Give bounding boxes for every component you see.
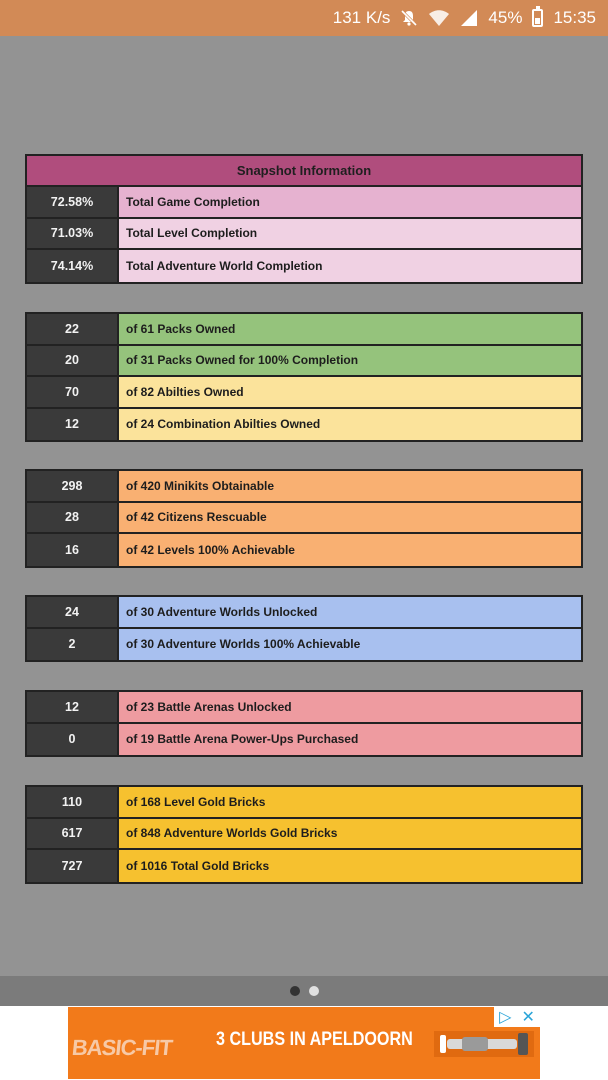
page-dot[interactable]: [309, 986, 319, 996]
ad-banner[interactable]: [68, 1007, 540, 1079]
row-value: 70: [27, 377, 119, 407]
row-value: 12: [27, 692, 119, 722]
row-label: Total Adventure World Completion: [119, 250, 581, 282]
network-speed: 131 K/s: [332, 8, 391, 27]
table-row: [27, 471, 581, 503]
row-label: of 61 Packs Owned: [119, 314, 581, 344]
table-row: [27, 724, 581, 756]
bell-off-icon: [400, 9, 418, 27]
table-row: [27, 187, 581, 219]
row-label: of 82 Abilties Owned: [119, 377, 581, 407]
row-label: of 1016 Total Gold Bricks: [119, 850, 581, 882]
row-value: 12: [27, 409, 119, 441]
table-row: [27, 629, 581, 661]
table-row: [27, 314, 581, 346]
row-label: of 848 Adventure Worlds Gold Bricks: [119, 819, 581, 849]
table-row: [27, 503, 581, 535]
adchoices-icon[interactable]: ▷: [499, 1009, 512, 1026]
row-value: 298: [27, 471, 119, 501]
signal-icon: [460, 9, 478, 27]
snapshot-header: Snapshot Information: [27, 156, 581, 187]
battery-level: 45%: [488, 8, 523, 27]
snapshot-table: [25, 154, 583, 284]
row-label: Total Level Completion: [119, 219, 581, 249]
page-indicator: [0, 976, 608, 1006]
row-value: 0: [27, 724, 119, 756]
row-label: of 420 Minikits Obtainable: [119, 471, 581, 501]
row-value: 28: [27, 503, 119, 533]
row-value: 24: [27, 597, 119, 627]
page-dot-active[interactable]: [290, 986, 300, 996]
row-label: of 31 Packs Owned for 100% Completion: [119, 346, 581, 376]
ad-area: [0, 1006, 608, 1080]
packs-abilities-table: [25, 312, 583, 442]
row-value: 16: [27, 534, 119, 566]
row-label: of 30 Adventure Worlds Unlocked: [119, 597, 581, 627]
gold-bricks-table: [25, 785, 583, 884]
row-label: of 24 Combination Abilties Owned: [119, 409, 581, 441]
table-row: [27, 787, 581, 819]
adventure-worlds-table: [25, 595, 583, 662]
table-row: [27, 850, 581, 882]
table-row: [27, 534, 581, 566]
table-row: [27, 597, 581, 629]
row-value: 74.14%: [27, 250, 119, 282]
dumbbell-icon: [434, 1029, 534, 1059]
row-value: 2: [27, 629, 119, 661]
ad-choices: [494, 1007, 540, 1027]
row-label: of 42 Levels 100% Achievable: [119, 534, 581, 566]
table-row: [27, 346, 581, 378]
status-bar: [0, 0, 608, 36]
row-label: of 30 Adventure Worlds 100% Achievable: [119, 629, 581, 661]
row-value: 72.58%: [27, 187, 119, 217]
image-viewer[interactable]: [0, 36, 608, 976]
table-row: [27, 409, 581, 441]
row-label: of 19 Battle Arena Power-Ups Purchased: [119, 724, 581, 756]
wifi-icon: [428, 9, 450, 27]
ad-logo: BASIC-FIT: [70, 1035, 174, 1060]
row-label: of 168 Level Gold Bricks: [119, 787, 581, 817]
row-value: 110: [27, 787, 119, 817]
table-row: [27, 819, 581, 851]
battle-arenas-table: [25, 690, 583, 757]
minikits-table: [25, 469, 583, 568]
close-icon[interactable]: ✕: [521, 1009, 535, 1026]
battery-icon: [532, 9, 543, 27]
clock: 15:35: [553, 8, 596, 27]
row-label: of 23 Battle Arenas Unlocked: [119, 692, 581, 722]
row-value: 617: [27, 819, 119, 849]
table-row: [27, 692, 581, 724]
row-label: of 42 Citizens Rescuable: [119, 503, 581, 533]
row-value: 727: [27, 850, 119, 882]
table-row: [27, 250, 581, 282]
row-label: Total Game Completion: [119, 187, 581, 217]
row-value: 71.03%: [27, 219, 119, 249]
row-value: 22: [27, 314, 119, 344]
row-value: 20: [27, 346, 119, 376]
ad-text: 3 CLUBS IN APELDOORN: [216, 1029, 413, 1050]
table-row: [27, 377, 581, 409]
table-row: [27, 219, 581, 251]
